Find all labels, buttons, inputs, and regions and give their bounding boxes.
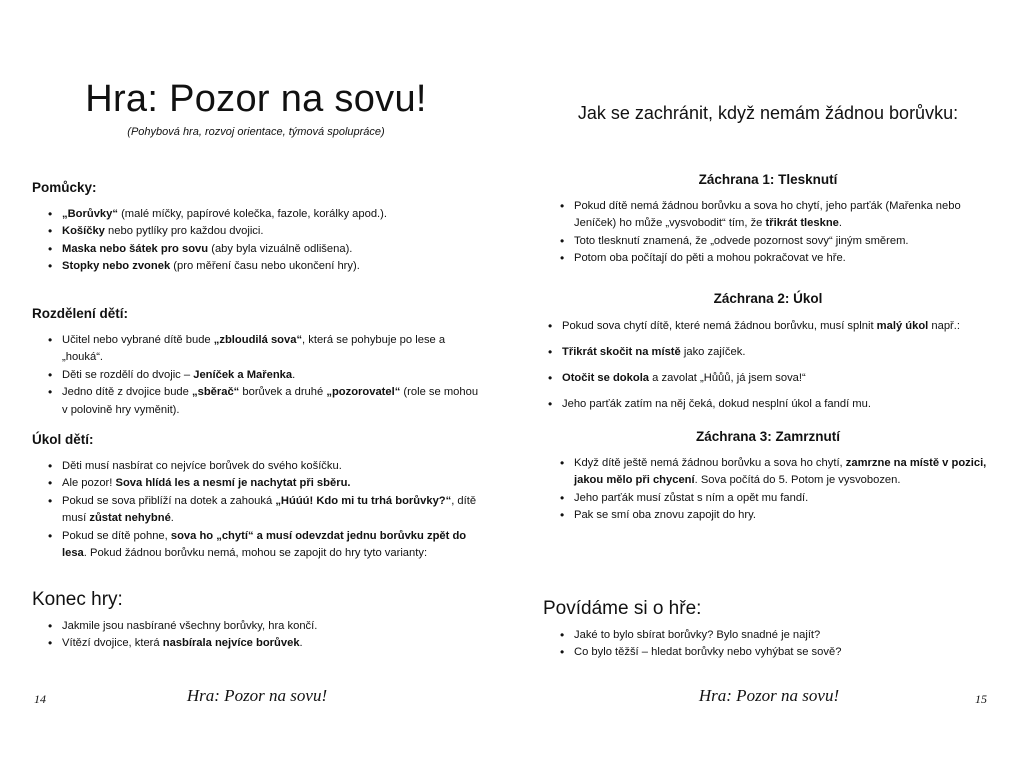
list-rozdeleni <box>46 332 486 419</box>
list-item: • Toto tlesknutí znamená, že „odvede pozornost sovy“ jiným směrem. <box>558 233 988 250</box>
list-item: • Vítězí dvojice, která nasbírala nejvíce borůvek. <box>46 635 486 652</box>
list-item: • Jedno dítě z dvojice bude „sběrač“ borůvek a druhé „pozorovatel“ (role se mohou v polovině hry vyměnit). <box>46 384 486 419</box>
right-page <box>512 0 1024 768</box>
list-item: • Jeho parťák musí zůstat s ním a opět mu fandí. <box>558 490 988 507</box>
list-item: • Pak se smí oba znovu zapojit do hry. <box>558 507 988 524</box>
page-subtitle: (Pohybová hra, rozvoj orientace, týmová spolupráce) <box>127 126 385 138</box>
list-pomucky <box>46 206 486 276</box>
footer-title: Hra: Pozor na sovu! <box>186 686 328 705</box>
list-konec <box>46 618 486 653</box>
page-number: 15 <box>975 692 987 706</box>
list-item: • Děti se rozdělí do dvojic – Jeníček a Mařenka. <box>46 367 486 384</box>
list-item: • Třikrát skočit na místě jako zajíček. <box>546 344 986 361</box>
list-item: • Pokud se sova přiblíží na dotek a zahouká „Húúú! Kdo mi tu trhá borůvky?“, dítě musí zůstat nehybné. <box>46 493 486 528</box>
list-item: • „Borůvky“ (malé míčky, papírové kolečka, fazole, korálky apod.). <box>46 206 486 223</box>
list-item: • Když dítě ještě nemá žádnou borůvku a sova ho chytí, zamrzne na místě v pozici, jakou mělo při chycení. Sova počítá do 5. Potom je vysvobozen. <box>558 455 988 490</box>
list-item: • Pokud dítě nemá žádnou borůvku a sova ho chytí, jeho parťák (Mařenka nebo Jeníček) ho může „vysvobodit“ tím, že třikrát tleskne. <box>558 198 988 233</box>
section-heading-rozdeleni: Rozdělení dětí: <box>32 306 129 321</box>
list-rescue-3 <box>558 455 988 525</box>
section-heading-pomucky: Pomůcky: <box>32 180 97 195</box>
list-item: • Maska nebo šátek pro sovu (aby byla vizuálně odlišena). <box>46 241 486 258</box>
rescue-2-heading: Záchrana 2: Úkol <box>713 291 823 306</box>
list-ukol <box>46 458 486 562</box>
list-rescue-1 <box>558 198 988 268</box>
list-item: • Otočit se dokola a zavolat „Hůůů, já jsem sova!“ <box>546 370 986 387</box>
page-number: 14 <box>34 692 46 706</box>
rescue-1-heading: Záchrana 1: Tlesknutí <box>698 172 838 187</box>
list-item: • Potom oba počítají do pěti a mohou pokračovat ve hře. <box>558 250 988 267</box>
list-item: • Co bylo těžší – hledat borůvky nebo vyhýbat se sově? <box>558 644 988 661</box>
list-item: • Pokud se dítě pohne, sova ho „chytí“ a musí odevzdat jednu borůvku zpět do lesa. Pokud žádnou borůvku nemá, mohou se zapojit do hry tyto varianty: <box>46 528 486 563</box>
section-heading-povidame: Povídáme si o hře: <box>543 598 702 619</box>
list-item: • Učitel nebo vybrané dítě bude „zbloudilá sova“, která se pohybuje po lese a „houká“. <box>46 332 486 367</box>
page-title: Hra: Pozor na sovu! <box>85 78 427 120</box>
list-item: • Jakmile jsou nasbírané všechny borůvky, hra končí. <box>46 618 486 635</box>
list-item: • Košíčky nebo pytlíky pro každou dvojici. <box>46 223 486 240</box>
list-item: • Jaké to bylo sbírat borůvky? Bylo snadné je najít? <box>558 627 988 644</box>
list-item: • Jeho parťák zatím na něj čeká, dokud nesplní úkol a fandí mu. <box>546 396 986 413</box>
list-item: • Ale pozor! Sova hlídá les a nesmí je nachytat při sběru. <box>46 475 486 492</box>
list-rescue-2 <box>546 318 986 422</box>
list-item: • Děti musí nasbírat co nejvíce borůvek do svého košíčku. <box>46 458 486 475</box>
section-heading-ukol: Úkol dětí: <box>32 432 94 447</box>
page-title: Jak se zachránit, když nemám žádnou borůvku: <box>577 103 959 123</box>
section-heading-konec: Konec hry: <box>32 589 123 610</box>
list-item: • Pokud sova chytí dítě, které nemá žádnou borůvku, musí splnit malý úkol např.: <box>546 318 986 335</box>
rescue-3-heading: Záchrana 3: Zamrznutí <box>695 429 841 444</box>
list-item: • Stopky nebo zvonek (pro měření času nebo ukončení hry). <box>46 258 486 275</box>
footer-title: Hra: Pozor na sovu! <box>698 686 840 705</box>
list-povidame <box>558 627 988 662</box>
